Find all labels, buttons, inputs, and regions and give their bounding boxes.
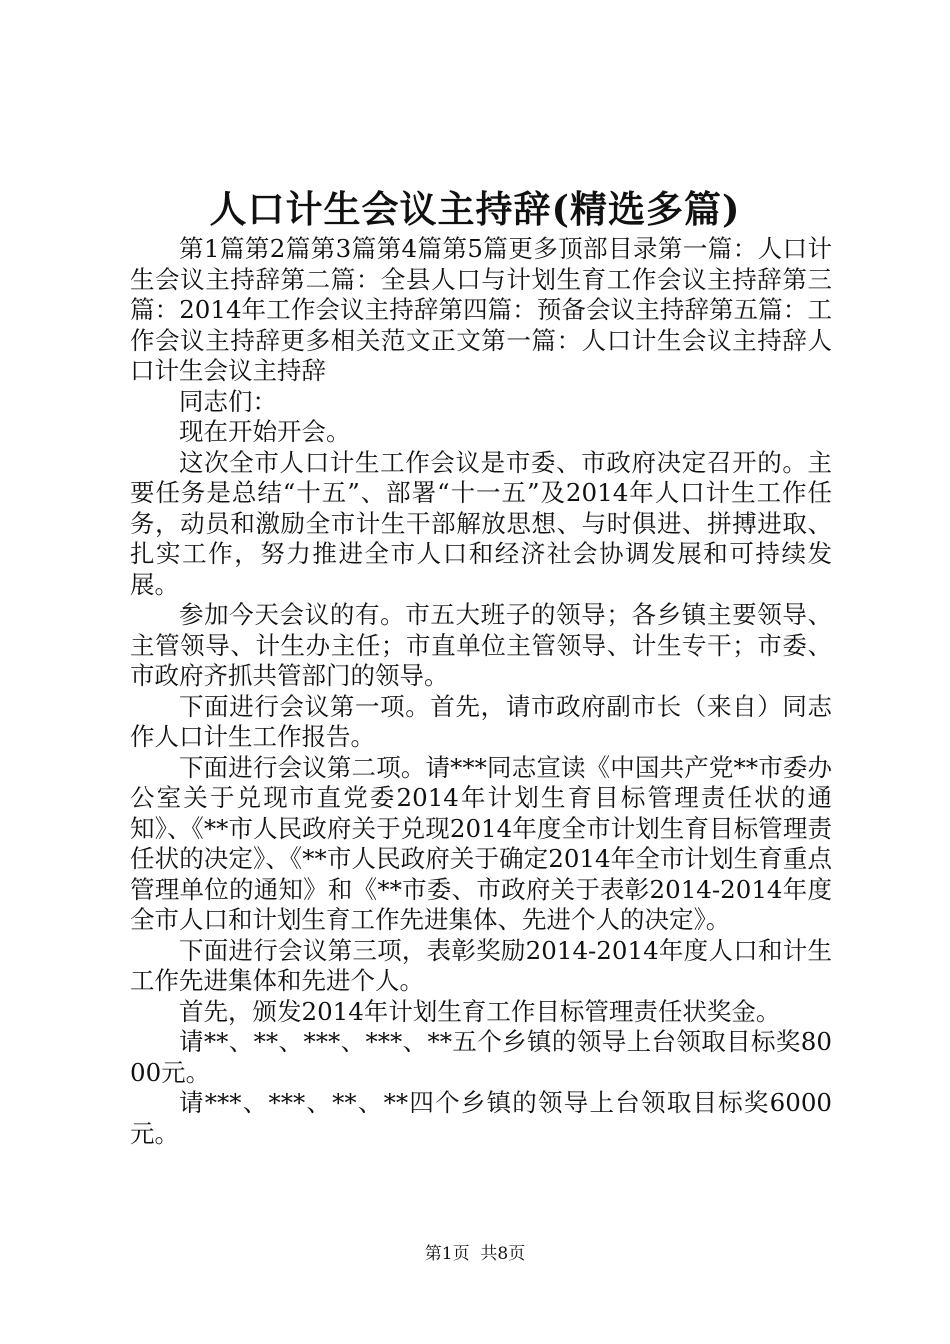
- page-number: 第1页: [424, 1244, 470, 1264]
- paragraph-item-three: 下面进行会议第三项，表彰奖励2014-2014年度人口和计生工作先进集体和先进个人。: [130, 935, 832, 995]
- paragraph-opening: 现在开始开会。: [179, 417, 351, 446]
- paragraph-item-one: 下面进行会议第一项。首先，请市政府副市长（来自）同志作人口计生工作报告。: [130, 691, 832, 751]
- document-title: 人口计生会议主持辞(精选多篇): [209, 187, 741, 231]
- page-total: 共8页: [480, 1244, 526, 1264]
- paragraph-item-two: 下面进行会议第二项。请***同志宣读《中国共产党**市委办公室关于兑现市直党委2014年计划生育目标管理责任状的通知》、《**市人民政府关于兑现2014年度全市计划生育目标管理责任状的决定》、《**市人民政府关于确定2014年全市计划生育重点管理单位的通知》和《**市委、市政府关于表彰2014-2014年度全市人口和计划生育工作先进集体、先进个人的决定》。: [130, 752, 832, 934]
- paragraph-attendees: 参加今天会议的有。市五大班子的领导；各乡镇主要领导、主管领导、计生办主任；市直单位主管领导、计生专干；市委、市政府齐抓共管部门的领导。: [130, 600, 832, 690]
- page-footer: [0, 1242, 950, 1266]
- document-body: [130, 234, 832, 1149]
- paragraph-salutation: 同志们：: [179, 386, 277, 416]
- paragraph-award-8000: 请**、**、***、***、**五个乡镇的领导上台领取目标奖8000元。: [130, 1027, 832, 1087]
- paragraph-award-intro: 首先，颁发2014年计划生育工作目标管理责任状奖金。: [179, 996, 781, 1026]
- paragraph-toc: 第1篇第2篇第3篇第4篇第5篇更多顶部目录第一篇：人口计生会议主持辞第二篇：全县人口与计划生育工作会议主持辞第三篇：2014年工作会议主持辞第四篇：预备会议主持辞第五篇：工作会议主持辞更多相关范文正文第一篇：人口计生会议主持辞人口计生会议主持辞: [130, 234, 832, 385]
- paragraph-purpose: 这次全市人口计生工作会议是市委、市政府决定召开的。主要任务是总结“十五”、部署“十一五”及2014年人口计生工作任务，动员和激励全市计生干部解放思想、与时俱进、拼搏进取、扎实工作，努力推进全市人口和经济社会协调发展和可持续发展。: [130, 447, 832, 599]
- paragraph-award-6000: 请***、***、**、**四个乡镇的领导上台领取目标奖6000元。: [130, 1088, 832, 1148]
